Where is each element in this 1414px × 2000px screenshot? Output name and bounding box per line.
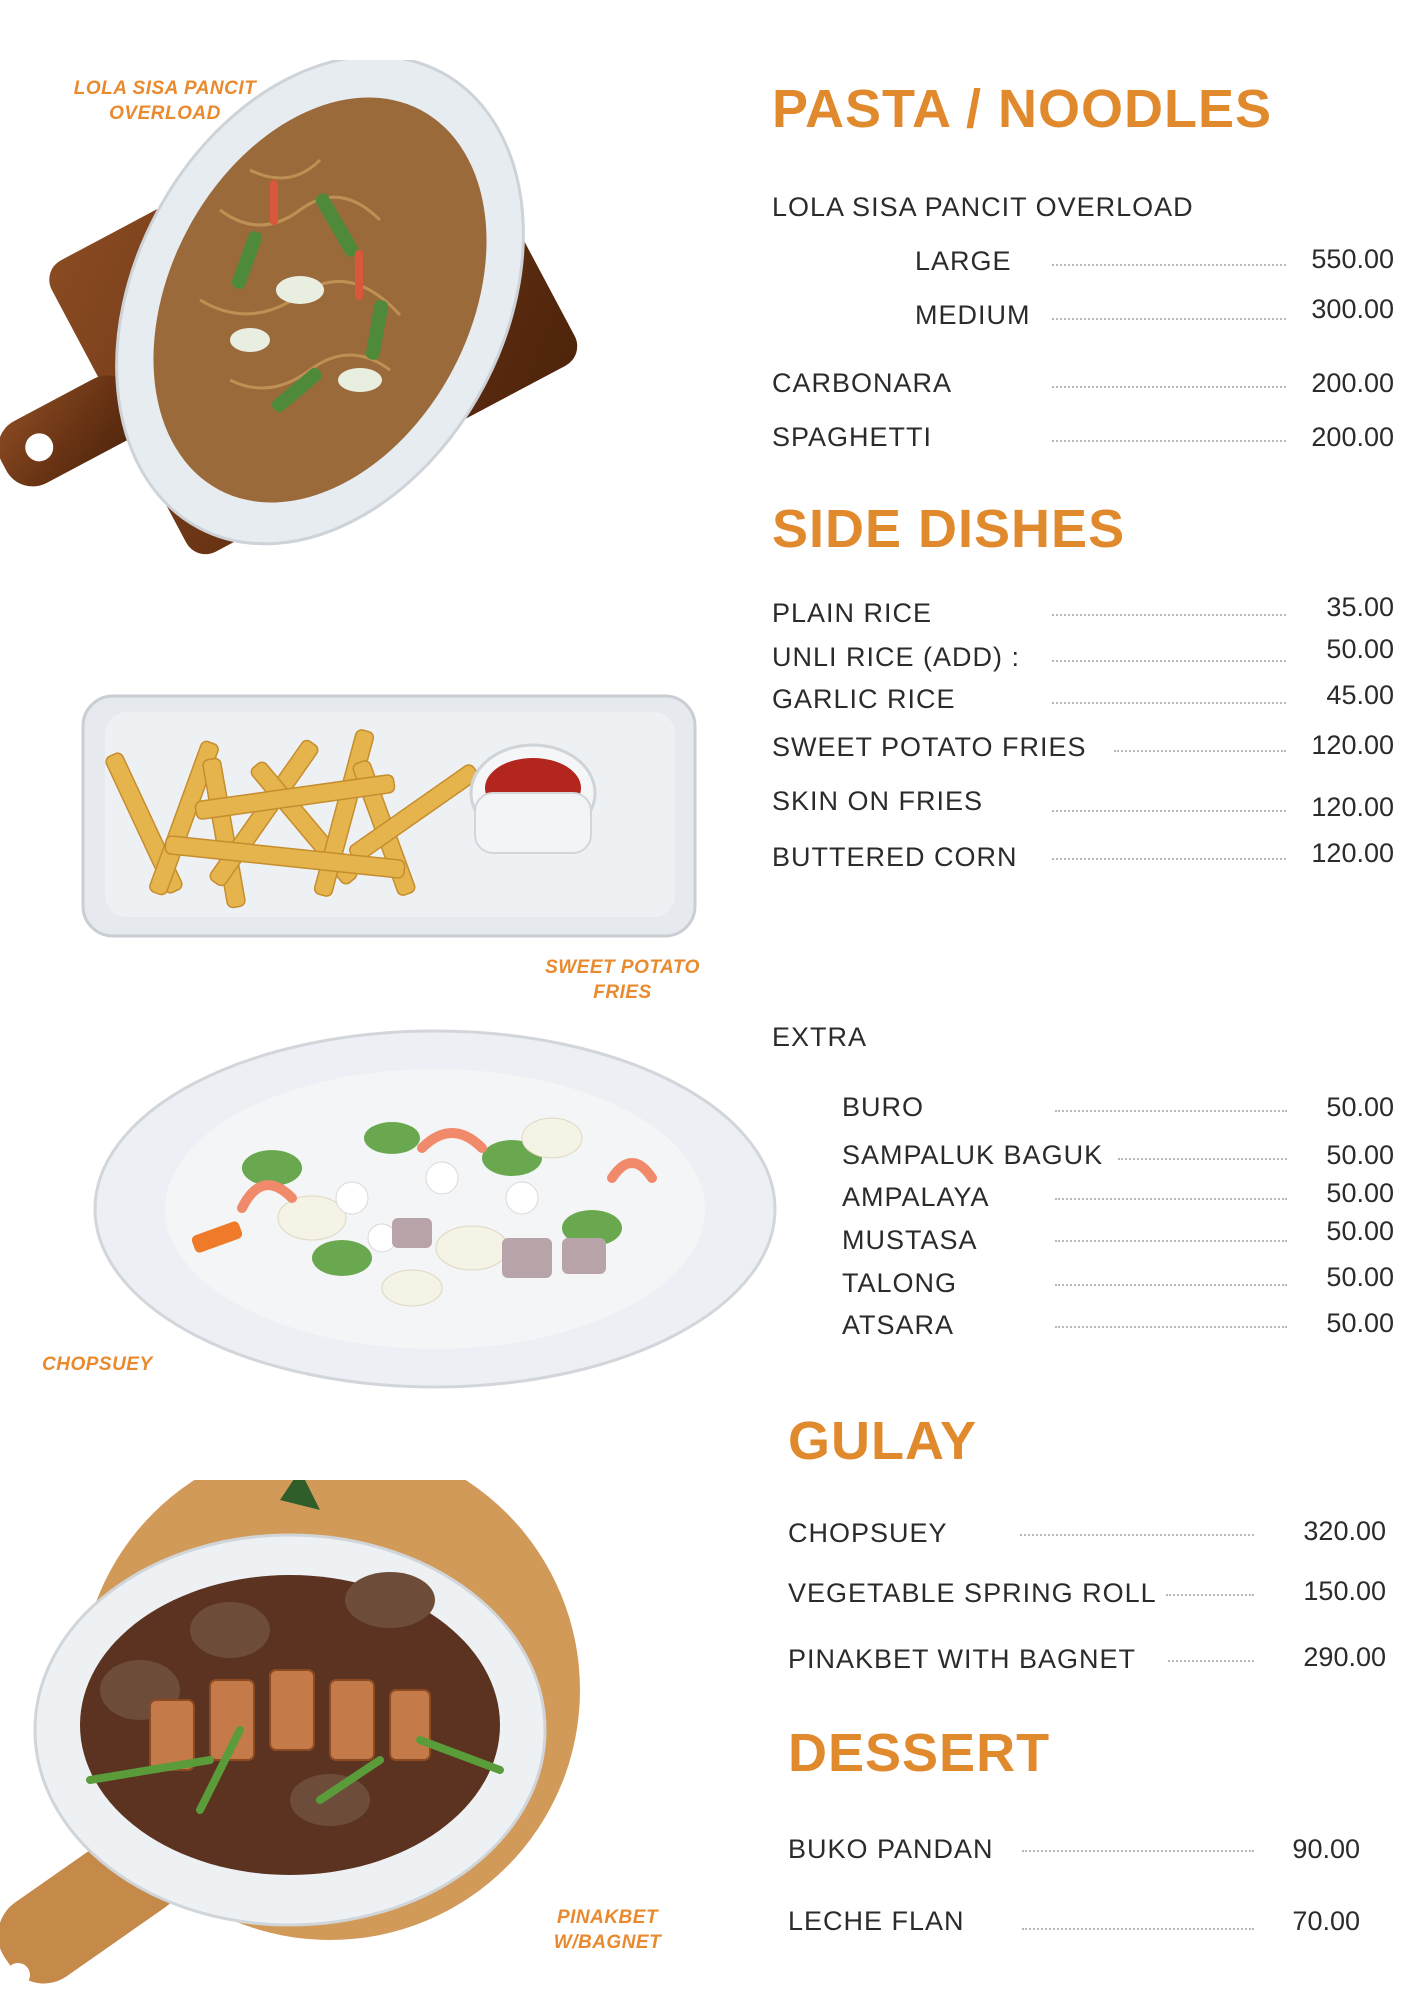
leader-dots — [1055, 1110, 1287, 1112]
leader-dots — [1052, 264, 1286, 266]
caption-pinakbet — [540, 1905, 675, 1955]
menu-item-name: PLAIN RICE — [772, 598, 933, 628]
menu-item-price: 150.00 — [1303, 1576, 1386, 1606]
caption-pancit — [60, 76, 270, 126]
menu-item-name: MEDIUM — [915, 300, 1031, 330]
caption-pinakbet-line1: PINAKBET — [556, 1907, 659, 1928]
menu-item-price: 50.00 — [1326, 1140, 1394, 1170]
menu-item-price: 120.00 — [1311, 838, 1394, 868]
menu-item-price: 50.00 — [1326, 1262, 1394, 1292]
menu-item-price: 320.00 — [1303, 1516, 1386, 1546]
menu-item-name: UNLI RICE (ADD) : — [772, 642, 1021, 672]
menu-item-name: BUTTERED CORN — [772, 842, 1018, 872]
menu-item-price: 90.00 — [1292, 1834, 1360, 1864]
caption-pancit-line1: LOLA SISA PANCIT — [73, 78, 257, 99]
menu-item-price: 45.00 — [1326, 680, 1394, 710]
leader-dots — [1168, 1660, 1254, 1662]
caption-pinakbet-line2: W/BAGNET — [553, 1932, 662, 1953]
menu-item-price: 120.00 — [1311, 792, 1394, 822]
leader-dots — [1022, 1850, 1254, 1852]
fries-photo — [75, 688, 705, 948]
menu-item-price: 35.00 — [1326, 592, 1394, 622]
section-title-side: SIDE DISHES — [772, 499, 1126, 559]
menu-item-name: SWEET POTATO FRIES — [772, 732, 1087, 762]
caption-fries-line1: SWEET POTATO — [545, 957, 700, 978]
menu-item-price: 200.00 — [1311, 368, 1394, 398]
leader-dots — [1020, 1534, 1254, 1536]
pasta-group-label: LOLA SISA PANCIT OVERLOAD — [772, 192, 1194, 222]
caption-pancit-line2: OVERLOAD — [109, 103, 221, 124]
menu-item-name: LECHE FLAN — [788, 1906, 965, 1936]
leader-dots — [1052, 318, 1286, 320]
section-title-pasta: PASTA / NOODLES — [772, 79, 1273, 139]
leader-dots — [1052, 858, 1286, 860]
menu-item-name: SPAGHETTI — [772, 422, 933, 452]
section-title-gulay: GULAY — [788, 1411, 978, 1471]
menu-item-name: TALONG — [842, 1268, 958, 1298]
leader-dots — [1166, 1594, 1254, 1596]
menu-item-price: 50.00 — [1326, 1216, 1394, 1246]
leader-dots — [1055, 1240, 1287, 1242]
leader-dots — [1052, 386, 1286, 388]
leader-dots — [1052, 440, 1286, 442]
leader-dots — [1055, 1284, 1287, 1286]
menu-item-price: 50.00 — [1326, 634, 1394, 664]
menu-item-price: 70.00 — [1292, 1906, 1360, 1936]
menu-item-price: 290.00 — [1303, 1642, 1386, 1672]
leader-dots — [1055, 1326, 1287, 1328]
menu-item-price: 120.00 — [1311, 730, 1394, 760]
menu-item-price: 50.00 — [1326, 1092, 1394, 1122]
caption-fries-line2: FRIES — [593, 982, 652, 1003]
menu-item-price: 300.00 — [1311, 294, 1394, 324]
leader-dots — [1118, 1158, 1287, 1160]
menu-item-price: 200.00 — [1311, 422, 1394, 452]
leader-dots — [1052, 614, 1286, 616]
menu-item-name: PINAKBET WITH BAGNET — [788, 1644, 1137, 1674]
menu-item-price: 550.00 — [1311, 244, 1394, 274]
menu-item-name: BURO — [842, 1092, 925, 1122]
menu-item-name: BUKO PANDAN — [788, 1834, 994, 1864]
menu-item-price: 50.00 — [1326, 1308, 1394, 1338]
menu-item-name: AMPALAYA — [842, 1182, 990, 1212]
leader-dots — [1022, 1928, 1254, 1930]
section-title-extra: EXTRA — [772, 1022, 868, 1052]
menu-item-name: SAMPALUK BAGUK — [842, 1140, 1104, 1170]
chopsuey-photo — [92, 1028, 778, 1390]
leader-dots — [1052, 810, 1286, 812]
menu-item-name: VEGETABLE SPRING ROLL — [788, 1578, 1157, 1608]
menu-item-name: GARLIC RICE — [772, 684, 956, 714]
menu-item-name: CHOPSUEY — [788, 1518, 948, 1548]
leader-dots — [1052, 702, 1286, 704]
leader-dots — [1114, 750, 1286, 752]
menu-item-name: SKIN ON FRIES — [772, 786, 984, 816]
menu-item-name: ATSARA — [842, 1310, 955, 1340]
menu-item-name: LARGE — [915, 246, 1012, 276]
leader-dots — [1055, 1198, 1287, 1200]
leader-dots — [1052, 660, 1286, 662]
menu-item-price: 50.00 — [1326, 1178, 1394, 1208]
caption-chopsuey: CHOPSUEY — [42, 1354, 153, 1375]
menu-item-name: CARBONARA — [772, 368, 953, 398]
caption-fries — [530, 955, 715, 1005]
menu-item-name: MUSTASA — [842, 1225, 978, 1255]
pancit-photo — [0, 60, 600, 580]
section-title-dessert: DESSERT — [788, 1723, 1051, 1783]
